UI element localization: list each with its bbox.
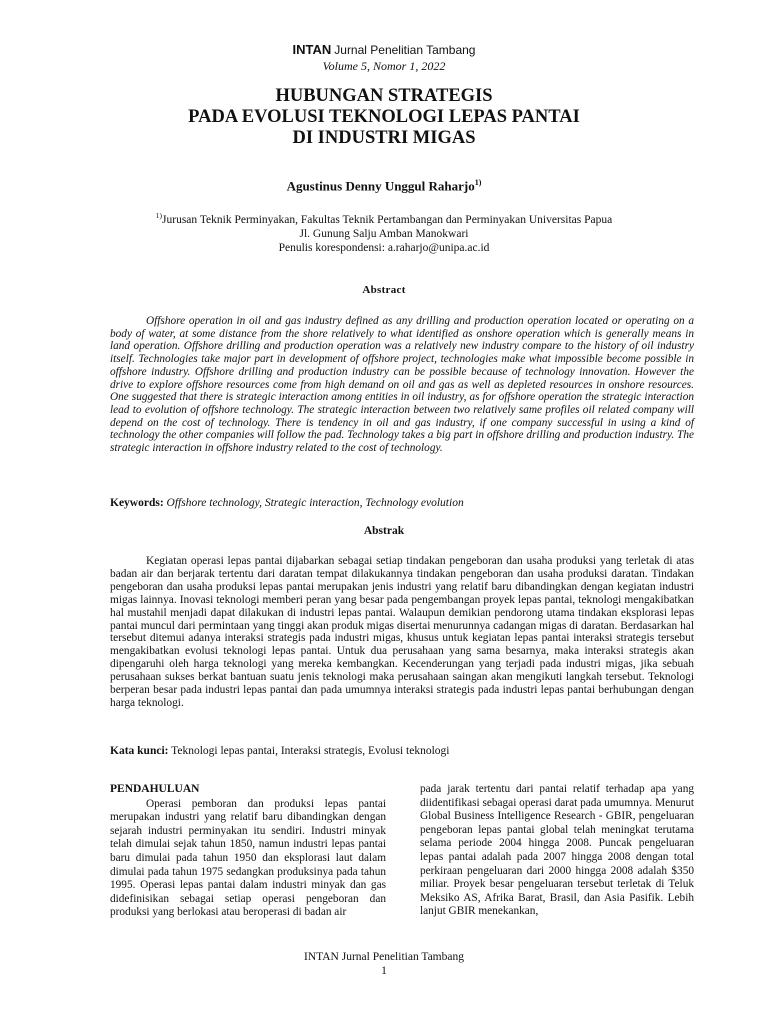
kata-kunci-line bbox=[110, 745, 694, 757]
journal-header bbox=[0, 42, 768, 58]
author-line bbox=[0, 178, 768, 194]
abstract-indonesian bbox=[110, 555, 694, 710]
kata-kunci-label: Kata kunci: bbox=[110, 745, 169, 757]
affiliation-superscript: 1) bbox=[155, 211, 163, 220]
body-column-left bbox=[110, 783, 386, 920]
keywords-label: Keywords: bbox=[110, 497, 164, 509]
affiliation-address: Jl. Gunung Salju Amban Manokwari bbox=[299, 227, 469, 240]
corresponding-email[interactable]: Penulis korespondensi: a.raharjo@unipa.ac.id bbox=[278, 241, 490, 254]
paper-title bbox=[0, 86, 768, 149]
title-line-3: DI INDUSTRI MIGAS bbox=[292, 128, 476, 148]
intro-paragraph-left: Operasi pemboran dan produksi lepas pantai merupakan industri yang relatif baru dibandingkan dengan sejarah industri perminyakan itu sendiri. Industri minyak telah dimulai sejak tahun 1850, namun industri lepas pantai baru dimulai pada tahun 1950 dan eksplorasi laut dalam dimulai pada tahun 1975 sedangkan produksinya pada tahun 1995. Operasi lepas pantai dalam industri minyak dan gas didefinisikan sebagai setiap operasi pengeboran dan produksi yang berlokasi atau beroperasi di badan air bbox=[110, 797, 386, 919]
author-name: Agustinus Denny Unggul Raharjo bbox=[286, 178, 475, 194]
volume-info: Volume 5, Nomor 1, 2022 bbox=[322, 59, 446, 73]
section-heading-pendahuluan: PENDAHULUAN bbox=[110, 783, 200, 795]
affiliation bbox=[0, 209, 768, 255]
abstract-english-text: Offshore operation in oil and gas industry defined as any drilling and production operation located or operating on a body of water, at some distance from the shore relatively to what identified as onshore operation which is generally means in land operation. Offshore drilling and production operation was a relatively new industry compare to the history of oil industry itself. Technologies take major part in development of offshore project, technologies make what impossible become possible in offshore industry. Offshore drilling and production industry can be possible because of technology innovation. However the drive to explore offshore resources come from high demand on oil and gas as well as depleted resources in onshore resources. One suggested that there is strategic interaction among entities in oil industry, as for offshore operation the strategic interaction lead to evolution of offshore technology. The strategic interaction between two relatively same profiles oil related company will depend on the cost of technology. There is tendency in oil and gas industry, if one company successful in using a kind of technology the other companies will follow the pad. Technology takes a big part in offshore drilling and production industry. The strategic interaction in offshore industry related to the cost of technology. bbox=[110, 315, 694, 455]
abstract-indonesian-text: Kegiatan operasi lepas pantai dijabarkan sebagai setiap tindakan pengeboran dan usaha produksi yang terletak di atas badan air dan berjarak tertentu dari daratan tempat dilakukannya tindakan pengeboran dan usaha produksi daratan. Tindakan pengeboran dan usaha produksi lepas pantai merupakan jenis industri yang relatif baru dibandingkan dengan kegiatan industri migas lainnya. Inovasi teknologi memberi peran yang besar pada pengembangan proyek lepas pantai, teknologi mengakibatkan hal mustahil menjadi dapat dilakukan di industri lepas pantai. Walaupun demikian pendorong utama tindakan eksplorasi lepas pantai muncul dari permintaan yang tinggi akan produk migas disertai menurunnya cadangan migas di daratan. Berdasarkan hal tersebut ditemui adanya interaksi strategis pada industri migas, khusus untuk kegiatan lepas pantai interaksi strategis tersebut mengakibatkan evolusi teknologi lepas pantai. Untuk dua perusahaan yang sama besarnya, maka interaksi strategis akan dipengaruhi oleh harga teknologi yang mereka kembangkan. Kecenderungan yang terjadi pada industri migas, jika sebuah perusahaan sukses berkat bantuan suatu jenis teknologi maka perusahaan saingan akan mengikuti langkah tersebut. Teknologi berperan besar pada industri lepas pantai dan pada umumnya interaksi strategis pada industri lepas pantai berhubungan dengan harga teknologi. bbox=[110, 555, 694, 709]
journal-brand: INTAN bbox=[292, 42, 332, 57]
affiliation-institution: Jurusan Teknik Perminyakan, Fakultas Teknik Pertambangan dan Perminyakan Universitas Papua bbox=[162, 213, 613, 226]
title-line-1: HUBUNGAN STRATEGIS bbox=[275, 86, 493, 106]
journal-name: Jurnal Penelitian Tambang bbox=[334, 43, 476, 57]
body-column-right bbox=[420, 783, 694, 919]
abstract-heading: Abstract bbox=[362, 284, 406, 296]
author-superscript: 1) bbox=[474, 178, 482, 187]
page-footer bbox=[0, 950, 768, 978]
title-line-2: PADA EVOLUSI TEKNOLOGI LEPAS PANTAI bbox=[188, 107, 580, 127]
footer-journal: INTAN Jurnal Penelitian Tambang bbox=[304, 951, 464, 963]
kata-kunci-text: Teknologi lepas pantai, Interaksi strategis, Evolusi teknologi bbox=[171, 745, 450, 757]
page-number: 1 bbox=[381, 965, 387, 977]
abstrak-heading: Abstrak bbox=[363, 525, 405, 537]
keywords-text: Offshore technology, Strategic interaction, Technology evolution bbox=[166, 497, 464, 509]
abstract-english bbox=[110, 315, 694, 455]
keywords-line bbox=[110, 497, 694, 509]
intro-paragraph-right: pada jarak tertentu dari pantai relatif terhadap apa yang diidentifikasi sebagai operasi darat pada umumnya. Menurut Global Business Intelligence Research - GBIR, pengeluaran pengeboran lepas pantai global telah meningkat terutama selama periode 2004 hingga 2008. Puncak pengeluaran lepas pantai adalah pada 2007 hingga 2008 dengan total perkiraan pengeluaran dari 2000 hingga 2008 adalah $350 miliar. Proyek besar pengeluaran tersebut terletak di Teluk Meksiko AS, Afrika Barat, Brasil, dan Asia Pasifik. Lebih lanjut GBIR menekankan, bbox=[420, 783, 694, 918]
